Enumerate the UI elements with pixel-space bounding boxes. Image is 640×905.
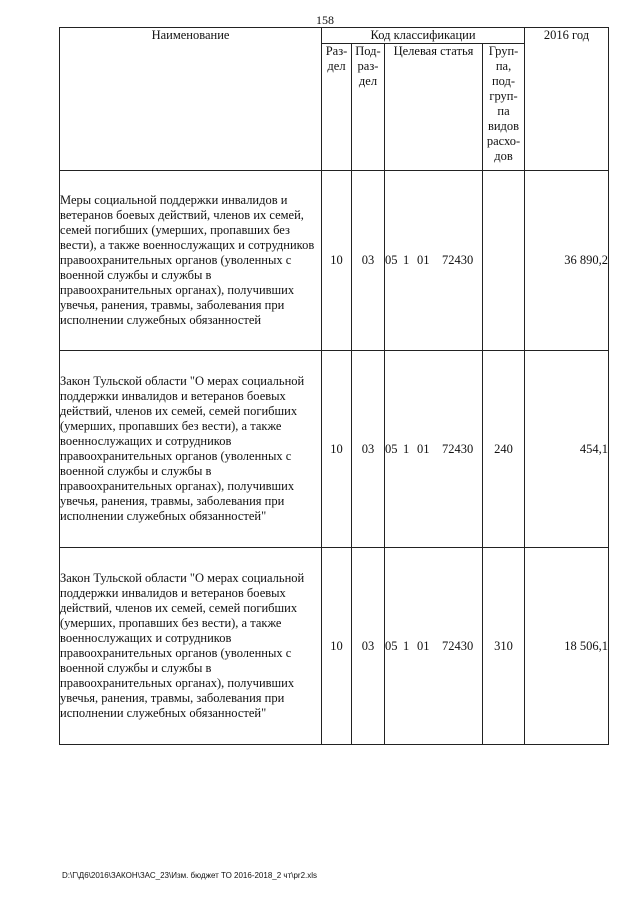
header-subsection: Под- раз- дел — [352, 44, 385, 171]
row-amount: 18 506,1 — [525, 548, 609, 745]
row-section: 10 — [322, 171, 352, 351]
row-target-article: 05 1 01 72430 — [385, 351, 483, 548]
row-expense-type — [483, 171, 525, 351]
file-path-footer: D:\Г\Д6\2016\ЗАКОН\ЗАС_23\Изм. бюджет ТО 2016-2018_2 чт\pr2.xls — [62, 871, 318, 880]
header-name: Наименование — [60, 28, 322, 171]
table-row — [60, 351, 609, 548]
row-subsection: 03 — [352, 351, 385, 548]
row-name: Закон Тульской области "О мерах социальной поддержки инвалидов и ветеранов боевых действий, членов их семей, семей погибших (умерших, пропавших без вести), а также военнослужащих и сотрудников правоохранительных органов (уволенных с военной службы и службы в правоохранительных органах), получивших увечья, ранения, травмы, заболевания при исполнении служебных обязанностей" — [60, 351, 322, 548]
budget-table — [59, 27, 609, 745]
row-target-article: 05 1 01 72430 — [385, 548, 483, 745]
header-row-top — [60, 28, 609, 44]
row-subsection: 03 — [352, 171, 385, 351]
page-number: 158 — [316, 13, 334, 27]
header-section: Раз- дел — [322, 44, 352, 171]
row-expense-type: 240 — [483, 351, 525, 548]
row-section: 10 — [322, 548, 352, 745]
header-target-article: Целевая статья — [385, 44, 483, 171]
table-row — [60, 548, 609, 745]
row-expense-type: 310 — [483, 548, 525, 745]
header-expense-type: Груп- па, под- груп- па видов расхо- дов — [483, 44, 525, 171]
table-row — [60, 171, 609, 351]
row-subsection: 03 — [352, 548, 385, 745]
row-amount: 454,1 — [525, 351, 609, 548]
header-year-2016: 2016 год — [525, 28, 609, 171]
row-name: Закон Тульской области "О мерах социальной поддержки инвалидов и ветеранов боевых действий, членов их семей, семей погибших (умерших, пропавших без вести), а также военнослужащих и сотрудников правоохранительных органов (уволенных с военной службы и службы в правоохранительных органах), получивших увечья, ранения, травмы, заболевания при исполнении служебных обязанностей" — [60, 548, 322, 745]
row-section: 10 — [322, 351, 352, 548]
row-amount: 36 890,2 — [525, 171, 609, 351]
row-name: Меры социальной поддержки инвалидов и ветеранов боевых действий, членов их семей, семей погибших (умерших, пропавших без вести), а также военнослужащих и сотрудников правоохранительных органов (уволенных с военной службы и службы в правоохранительных органах), получивших увечья, ранения, травмы, заболевания при исполнении служебных обязанностей — [60, 171, 322, 351]
row-target-article: 05 1 01 72430 — [385, 171, 483, 351]
header-classification-code: Код классификации — [322, 28, 525, 44]
